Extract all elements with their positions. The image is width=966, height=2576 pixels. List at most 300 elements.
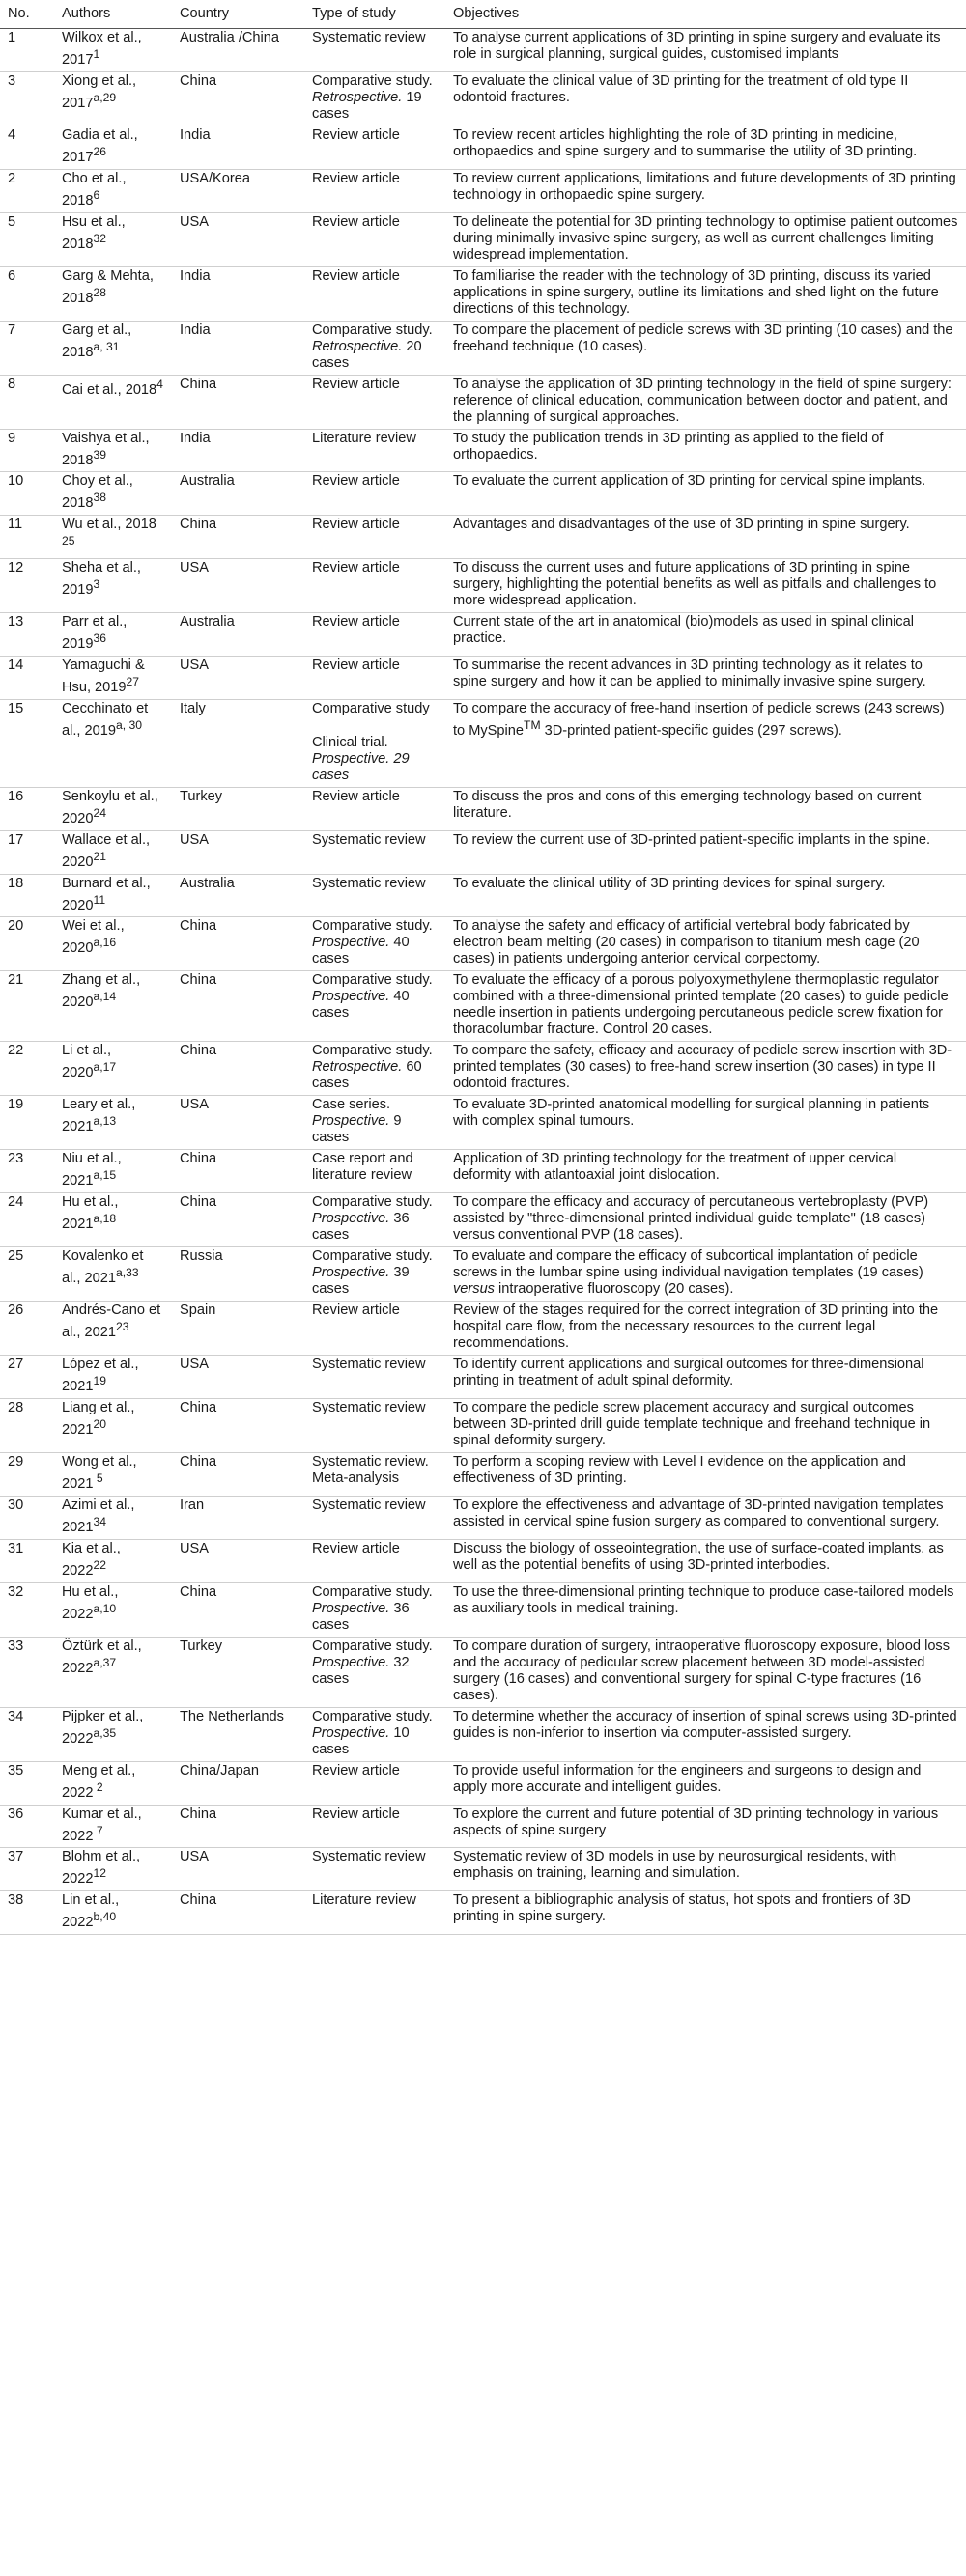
study-type-text: Review article [312,1302,400,1319]
cell-authors [54,1539,172,1582]
header-type: Type of study [304,0,445,29]
cell-country [172,1150,304,1193]
row-number: 3 [8,72,16,89]
author-text: Garg et al., 2018 [62,322,132,360]
row-number: 5 [8,213,16,230]
reference-superscript: a, 30 [116,717,143,732]
cell-type [304,266,445,321]
cell-objectives [445,1848,966,1891]
country-text: India [180,126,211,143]
cell-country [172,830,304,874]
cell-authors [54,874,172,917]
reference-superscript: a,14 [93,990,117,1004]
cell-no [0,1453,54,1497]
cell-type [304,874,445,917]
cell-authors [54,1193,172,1247]
objective-emphasis: versus [453,1281,495,1298]
reference-superscript: 12 [93,1866,106,1881]
study-type-text: Review article [312,788,400,804]
cell-country [172,126,304,169]
study-type-text: Systematic review. Meta-analysis [312,1454,429,1487]
cell-type [304,1247,445,1302]
cell-objectives [445,375,966,429]
table-row [0,1453,966,1497]
cell-no [0,472,54,516]
country-text: USA [180,1357,210,1373]
cell-authors [54,699,172,787]
country-text: China [180,1806,217,1822]
cell-type [304,1707,445,1761]
cell-type [304,1150,445,1193]
author-text: Sheha et al., 2019 [62,560,141,599]
author-text: Senkoylu et al., 2020 [62,788,158,826]
cell-authors [54,830,172,874]
cell-authors [54,1891,172,1935]
country-text: Australia [180,473,235,490]
reference-superscript: a,33 [116,1266,139,1280]
cell-no [0,169,54,212]
row-number: 35 [8,1762,24,1778]
case-count-text: 32 cases [312,1654,410,1687]
reference-superscript: 39 [93,447,106,462]
cell-objectives [445,1399,966,1453]
cell-type [304,1497,445,1540]
study-type-text: Review article [312,213,400,230]
author-text: Wei et al., 2020 [62,918,125,957]
study-type-text: Clinical trial. [312,734,388,750]
table-row [0,787,966,830]
table-row [0,1891,966,1935]
row-number: 21 [8,972,24,989]
author-text: Hsu et al., 2018 [62,213,126,252]
row-number: 14 [8,658,24,674]
author-text: Zhang et al., 2020 [62,972,141,1011]
objective-text: To compare the pedicle screw placement accuracy and surgical outcomes between 3D-printed drill guide template technique and freehand technique in spinal deformity surgery. [453,1400,931,1449]
study-design-text: Prospective. [312,935,390,951]
cell-objectives [445,1453,966,1497]
row-number: 25 [8,1248,24,1265]
study-type-text: Review article [312,1806,400,1822]
cell-authors [54,375,172,429]
study-type-text: Review article [312,473,400,490]
cell-objectives [445,1761,966,1805]
cell-objectives [445,71,966,126]
cell-type [304,472,445,516]
study-type-text: Systematic review [312,30,426,45]
study-type-text: Review article [312,614,400,630]
reference-superscript: 27 [126,675,140,689]
study-type-text: Comparative study [312,700,430,716]
reference-superscript: 19 [93,1374,106,1388]
table-row [0,1356,966,1399]
reference-superscript: 24 [93,805,106,820]
reference-superscript: a,29 [93,90,117,104]
author-text: Wu et al., 2018 [62,517,156,533]
study-type-text: Comparative study. [312,1638,433,1654]
country-text: Iran [180,1498,205,1514]
cell-type [304,321,445,375]
cell-no [0,613,54,657]
table-row [0,212,966,266]
cell-country [172,1247,304,1302]
country-text: India [180,430,211,446]
objective-text: To compare the safety, efficacy and accuracy of pedicle screw insertion with 3D-printed templates (30 cases) to free-hand screw insertion (30 cases) in type II odontoid fractures. [453,1043,952,1092]
reference-superscript: a,18 [93,1212,117,1226]
study-design-text: Prospective. 29 cases [312,750,410,783]
cell-objectives [445,1637,966,1707]
objective-text: To compare the accuracy of free-hand insertion of pedicle screws (243 screws) to MySpine [453,700,945,739]
author-text: Wilkox et al., 2017 [62,30,142,68]
cell-country [172,429,304,472]
cell-country [172,29,304,72]
cell-country [172,1761,304,1805]
objective-text: To study the publication trends in 3D printing as applied to the field of orthopaedics. [453,430,884,462]
cell-authors [54,1805,172,1848]
study-type-text: Comparative study. [312,322,433,338]
country-text: USA [180,560,210,576]
objective-text: To familiarise the reader with the technology of 3D printing, discuss its varied applications in spine surgery, outline its limitations and shed light on the future directions of this technology. [453,267,939,317]
table-header-row [0,0,966,29]
cell-type [304,1399,445,1453]
reference-superscript: a,10 [93,1601,117,1615]
cell-type [304,1096,445,1150]
row-number: 15 [8,700,24,716]
cell-objectives [445,1497,966,1540]
cell-type [304,1848,445,1891]
cell-objectives [445,1096,966,1150]
case-count-text: 36 cases [312,1211,410,1244]
case-count-text: 40 cases [312,935,410,967]
objective-text: To review recent articles highlighting the role of 3D printing in medicine, orthopaedics and spine surgery and to summarise the utility of 3D printing. [453,126,918,159]
country-text: Italy [180,700,206,716]
cell-no [0,1539,54,1582]
cell-objectives [445,1707,966,1761]
study-design-text: Prospective. [312,1113,390,1130]
cell-objectives [445,917,966,971]
objective-text: To review current applications, limitations and future developments of 3D printing technology in orthopaedic spine surgery. [453,170,956,203]
row-number: 33 [8,1638,24,1654]
objective-text: To use the three-dimensional printing technique to produce case-tailored models as auxiliary tools in medical training. [453,1583,954,1616]
case-count-text: 40 cases [312,989,410,1022]
study-type-text: Review article [312,517,400,533]
author-text: Hu et al., 2021 [62,1194,119,1233]
cell-country [172,559,304,613]
study-design-text: Prospective. [312,1265,390,1281]
cell-country [172,657,304,700]
table-row [0,1497,966,1540]
reference-superscript: 36 [93,631,106,646]
row-number: 29 [8,1454,24,1470]
cell-no [0,516,54,559]
cell-objectives [445,1302,966,1356]
row-number: 22 [8,1043,24,1059]
cell-objectives [445,516,966,559]
case-count-text: 19 cases [312,89,422,122]
cell-objectives [445,1042,966,1096]
cell-no [0,559,54,613]
row-number: 23 [8,1151,24,1167]
objective-text: To compare the efficacy and accuracy of percutaneous vertebroplasty (PVP) assisted by "three-dimensional printed individual guide template" (18 cases) versus conventional PVP (18 cases). [453,1194,929,1244]
country-text: USA [180,213,210,230]
cell-country [172,1302,304,1356]
study-type-text: Literature review [312,430,416,446]
country-text: Turkey [180,788,223,804]
cell-no [0,1042,54,1096]
cell-authors [54,1637,172,1707]
cell-no [0,1096,54,1150]
cell-no [0,266,54,321]
study-design-text: Prospective. [312,1724,390,1741]
country-text: China [180,1583,217,1600]
objective-text: To determine whether the accuracy of insertion of spinal screws using 3D-printed guides is non-inferior to insertion via computer-assisted surgery. [453,1708,957,1741]
country-text: Spain [180,1302,216,1319]
reference-superscript: 34 [93,1515,106,1529]
reference-superscript: 23 [116,1320,129,1334]
objective-text: To compare the placement of pedicle screws with 3D printing (10 cases) and the freehand technique (10 cases). [453,322,953,354]
cell-objectives [445,321,966,375]
cell-country [172,699,304,787]
row-number: 38 [8,1892,24,1909]
reference-superscript: a,13 [93,1114,117,1129]
author-text: Azimi et al., 2021 [62,1498,135,1535]
cell-objectives [445,874,966,917]
cell-objectives [445,429,966,472]
objective-text: To explore the current and future potential of 3D printing technology in various aspects of spine surgery [453,1806,939,1838]
table-row [0,1399,966,1453]
table-body [0,29,966,1935]
row-number: 9 [8,430,16,446]
author-text: Leary et al., 2021 [62,1097,136,1135]
objective-text: To provide useful information for the engineers and surgeons to design and apply more accurate and intelligent guides. [453,1762,922,1795]
cell-authors [54,971,172,1042]
row-number: 30 [8,1498,24,1514]
table-row [0,1805,966,1848]
row-number: 10 [8,473,24,490]
cell-country [172,1042,304,1096]
cell-objectives [445,1150,966,1193]
author-text: Burnard et al., 2020 [62,875,151,913]
cell-objectives [445,266,966,321]
cell-authors [54,1150,172,1193]
cell-authors [54,29,172,72]
objective-text: Current state of the art in anatomical (bio)models as used in spinal clinical practice. [453,614,914,647]
trademark-superscript: TM [524,717,541,732]
cell-no [0,29,54,72]
author-text: Wallace et al., 2020 [62,831,151,870]
cell-country [172,266,304,321]
table-row [0,657,966,700]
country-text: India [180,322,211,338]
row-number: 26 [8,1302,24,1319]
cell-objectives [445,1193,966,1247]
author-text: Yamaguchi & Hsu, 2019 [62,658,145,695]
study-type-secondary [312,735,438,784]
cell-authors [54,787,172,830]
country-text: China [180,1892,217,1909]
cell-authors [54,1356,172,1399]
cell-objectives [445,169,966,212]
cell-no [0,1399,54,1453]
objective-text: Systematic review of 3D models in use by neurosurgical residents, with emphasis on training, learning and simulation. [453,1849,897,1882]
country-text: China [180,1043,217,1059]
cell-country [172,1891,304,1935]
cell-type [304,429,445,472]
author-text: Choy et al., 2018 [62,473,133,512]
cell-no [0,126,54,169]
table-row [0,971,966,1042]
cell-objectives [445,126,966,169]
cell-authors [54,917,172,971]
header-country: Country [172,0,304,29]
row-number: 19 [8,1097,24,1113]
header-no: No. [0,0,54,29]
study-type-text: Review article [312,267,400,284]
author-text: Parr et al., 2019 [62,614,128,653]
author-text: Hu et al., 2022 [62,1583,119,1622]
cell-authors [54,657,172,700]
reference-superscript: a,15 [93,1168,117,1183]
cell-objectives [445,1539,966,1582]
cell-no [0,1247,54,1302]
study-type-text: Review article [312,126,400,143]
cell-type [304,71,445,126]
row-number: 17 [8,831,24,848]
table-row [0,1150,966,1193]
cell-no [0,375,54,429]
case-count-text: 9 cases [312,1113,402,1146]
cell-objectives [445,1582,966,1637]
objective-text: intraoperative fluoroscopy (20 cases). [494,1281,734,1298]
objective-text: To analyse the application of 3D printing technology in the field of spine surgery: reference of clinical education, communication between doctor and patient, and the planning of surgical approaches. [453,376,952,425]
cell-no [0,1891,54,1935]
case-count-text: 60 cases [312,1059,422,1092]
row-number: 20 [8,918,24,935]
cell-authors [54,429,172,472]
study-type-text: Comparative study. [312,72,433,89]
cell-type [304,1891,445,1935]
table-row [0,1302,966,1356]
reference-superscript: 20 [93,1417,106,1432]
cell-authors [54,1582,172,1637]
cell-type [304,1539,445,1582]
reference-superscript: 2 [93,1779,103,1794]
table-row [0,516,966,559]
reference-superscript: 26 [93,144,106,158]
row-number: 16 [8,788,24,804]
cell-type [304,613,445,657]
country-text: China [180,972,217,989]
author-text: Kovalenko et al., 2021 [62,1248,144,1287]
author-text: Cecchinato et al., 2019 [62,700,149,739]
cell-authors [54,1399,172,1453]
author-text: Öztürk et al., 2022 [62,1638,142,1676]
cell-type [304,1453,445,1497]
table-row [0,830,966,874]
country-text: The Netherlands [180,1708,284,1724]
objective-text: To compare duration of surgery, intraoperative fluoroscopy exposure, blood loss and the accuracy of pedicular screw placement between 3D model-assisted surgery (16 cases) and conventional surgery for spinal C-type fractures (16 cases). [453,1638,951,1703]
study-design-text: Prospective. [312,1600,390,1616]
study-type-text: Systematic review [312,875,426,891]
country-text: China/Japan [180,1762,259,1778]
cell-authors [54,559,172,613]
row-number: 27 [8,1357,24,1373]
reference-superscript: b,40 [93,1910,117,1924]
row-number: 18 [8,875,24,891]
study-type-text: Comparative study. [312,1708,433,1724]
table-row [0,29,966,72]
author-text: Gadia et al., 2017 [62,126,138,165]
study-type-text: Systematic review [312,831,426,848]
table-row [0,699,966,787]
cell-objectives [445,212,966,266]
study-type-text: Comparative study. [312,918,433,935]
country-text: USA [180,1540,210,1556]
country-text: Russia [180,1248,223,1265]
table-row [0,1637,966,1707]
cell-objectives [445,657,966,700]
cell-type [304,559,445,613]
row-number: 11 [8,517,23,533]
objective-text: To evaluate the clinical value of 3D printing for the treatment of old type II odontoid fractures. [453,72,909,105]
reference-superscript: a,17 [93,1060,117,1075]
row-number: 6 [8,267,16,284]
cell-objectives [445,971,966,1042]
cell-authors [54,1453,172,1497]
study-type-text: Review article [312,1540,400,1556]
row-number: 31 [8,1540,24,1556]
study-type-text: Review article [312,1762,400,1778]
table-row [0,1247,966,1302]
objective-text: 3D-printed patient-specific guides (297 screws). [540,722,842,739]
table-row [0,375,966,429]
study-type-text: Review article [312,170,400,186]
study-design-text: Prospective. [312,1654,390,1670]
cell-objectives [445,613,966,657]
author-text: Wong et al., 2021 [62,1454,137,1493]
country-text: Australia /China [180,30,280,45]
row-number: 34 [8,1708,24,1724]
cell-objectives [445,1356,966,1399]
cell-country [172,1497,304,1540]
cell-type [304,1761,445,1805]
study-type-text: Comparative study. [312,1583,433,1600]
cell-country [172,472,304,516]
table-row [0,1096,966,1150]
cell-authors [54,1497,172,1540]
cell-no [0,787,54,830]
table-row [0,1193,966,1247]
country-text: Turkey [180,1638,223,1654]
author-text: Li et al., 2020 [62,1043,112,1081]
cell-no [0,429,54,472]
case-count-text: 39 cases [312,1265,410,1298]
cell-objectives [445,1247,966,1302]
author-text: Andrés-Cano et al., 2021 [62,1302,161,1341]
cell-country [172,787,304,830]
study-type-text: Comparative study. [312,1194,433,1211]
author-text: Cho et al., 2018 [62,170,127,209]
country-text: China [180,918,217,935]
cell-authors [54,321,172,375]
author-text: Meng et al., 2022 [62,1762,136,1801]
cell-type [304,1193,445,1247]
cell-no [0,1150,54,1193]
cell-type [304,830,445,874]
cell-no [0,1193,54,1247]
cell-no [0,1848,54,1891]
study-type-text: Systematic review [312,1849,426,1865]
row-number: 1 [8,30,16,45]
